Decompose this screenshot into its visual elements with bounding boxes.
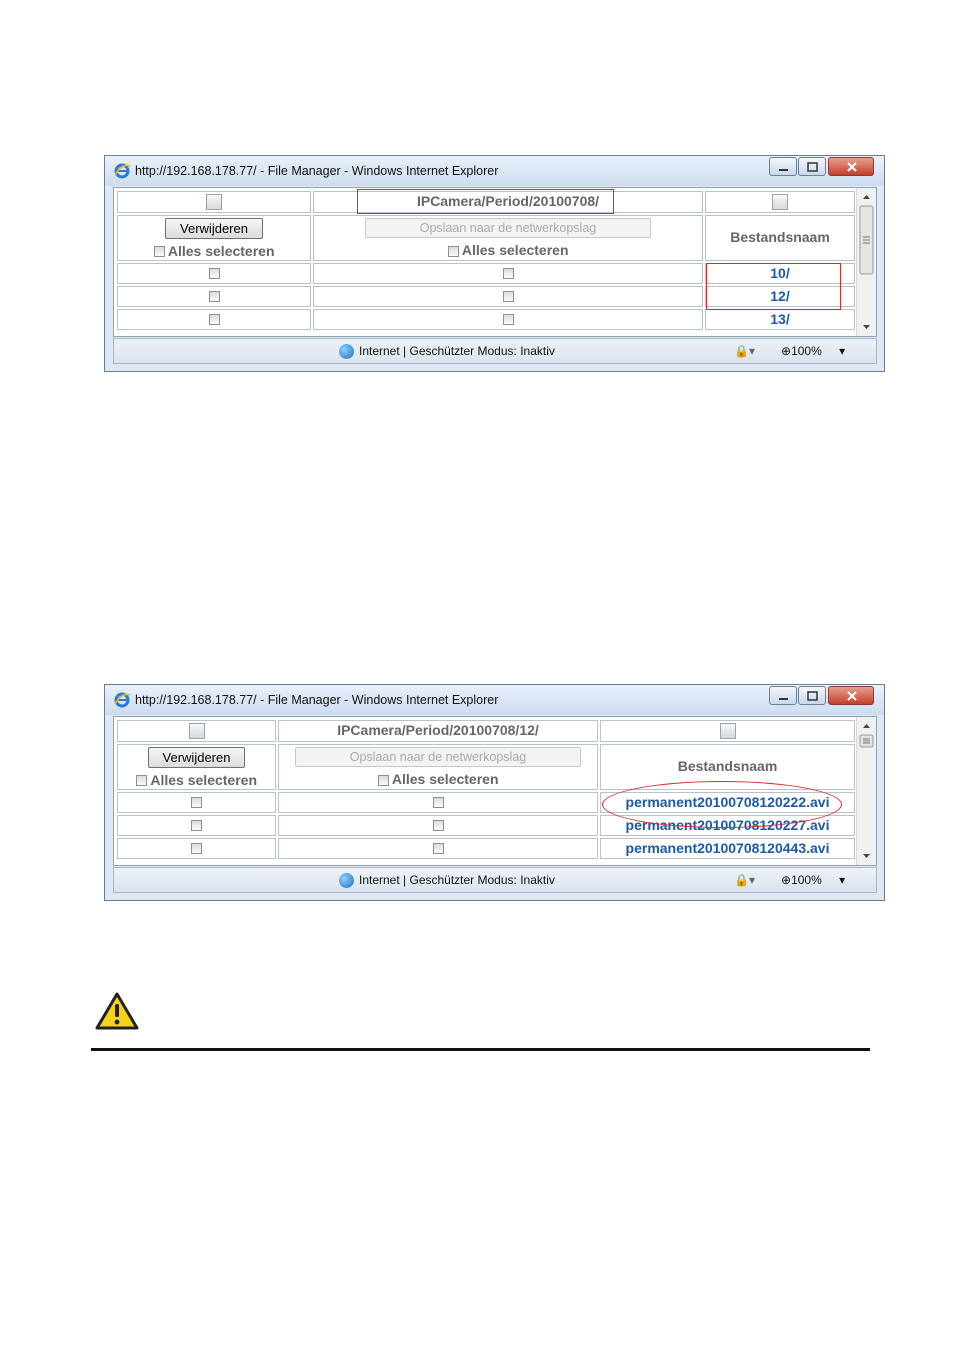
minimize-icon	[770, 687, 798, 706]
save-to-network-button[interactable]: Opslaan naar de netwerkopslag	[295, 747, 581, 767]
select-all-label: Alles selecteren	[461, 242, 569, 258]
status-bar	[113, 338, 877, 364]
select-all-label: Alles selecteren	[167, 242, 275, 259]
filename-header: Bestandsnaam	[730, 229, 830, 245]
folders-highlight	[706, 263, 841, 310]
delete-checkbox[interactable]	[191, 843, 202, 854]
filename-header: Bestandsnaam	[677, 758, 778, 774]
delete-checkbox[interactable]	[209, 314, 220, 325]
protected-mode-icon[interactable]: 🔒▾	[734, 873, 755, 887]
security-zone	[339, 873, 555, 888]
refresh-icon[interactable]	[189, 723, 205, 739]
title-bar[interactable]	[105, 156, 884, 186]
window-title: http://192.168.178.77/ - File Manager - Windows Internet Explorer	[135, 164, 499, 178]
status-text: Internet | Geschützter Modus: Inaktiv	[359, 344, 555, 358]
window-title: http://192.168.178.77/ - File Manager - Windows Internet Explorer	[135, 693, 499, 707]
current-path: IPCamera/Period/20100708/12/	[337, 722, 539, 738]
zoom-control[interactable]	[781, 344, 845, 358]
maximize-button[interactable]	[798, 686, 826, 705]
chevron-down-icon: ▾	[839, 344, 846, 358]
delete-checkbox[interactable]	[191, 820, 202, 831]
minimize-icon	[770, 158, 798, 177]
close-icon	[829, 687, 875, 706]
save-checkbox[interactable]	[503, 291, 514, 302]
save-checkbox[interactable]	[433, 797, 444, 808]
internet-zone-icon	[339, 344, 354, 359]
path-highlight	[357, 189, 614, 214]
select-all-delete-checkbox[interactable]	[154, 246, 165, 257]
select-all-delete-checkbox[interactable]	[136, 775, 147, 786]
section-divider	[91, 1048, 870, 1051]
minimize-button[interactable]	[769, 157, 797, 176]
folder-up-icon[interactable]	[720, 723, 736, 739]
save-to-network-button[interactable]: Opslaan naar de netwerkopslag	[365, 218, 651, 238]
table-header-row	[117, 720, 855, 742]
zoom-icon: ⊕	[781, 344, 792, 358]
maximize-button[interactable]	[798, 157, 826, 176]
current-path: IPCamera/Period/20100708/	[416, 193, 600, 209]
delete-checkbox[interactable]	[209, 291, 220, 302]
select-all-save-checkbox[interactable]	[448, 246, 459, 257]
status-bar	[113, 867, 877, 893]
vertical-scrollbar[interactable]	[856, 188, 876, 336]
delete-checkbox[interactable]	[191, 797, 202, 808]
close-button[interactable]	[828, 157, 874, 176]
close-icon	[829, 158, 875, 177]
select-all-delete	[118, 243, 310, 259]
table-controls-row	[117, 215, 855, 261]
file-highlight	[602, 781, 842, 828]
zoom-level: 100%	[791, 873, 822, 887]
chevron-down-icon: ▾	[839, 873, 846, 887]
select-all-save	[279, 771, 597, 787]
file-link[interactable]: permanent20100708120443.avi	[625, 839, 830, 856]
delete-button[interactable]: Verwijderen	[148, 747, 246, 768]
zoom-control[interactable]	[781, 873, 845, 887]
zoom-level: 100%	[791, 344, 822, 358]
zoom-icon: ⊕	[781, 873, 792, 887]
scrollbar-arrows-icon	[857, 188, 876, 336]
status-text: Internet | Geschützter Modus: Inaktiv	[359, 873, 555, 887]
select-all-label: Alles selecteren	[150, 771, 257, 788]
table-row	[117, 838, 855, 859]
save-checkbox[interactable]	[503, 268, 514, 279]
refresh-icon[interactable]	[206, 194, 222, 210]
table-row	[117, 309, 855, 330]
close-button[interactable]	[828, 686, 874, 705]
save-checkbox[interactable]	[503, 314, 514, 325]
warning-icon	[94, 991, 140, 1031]
select-all-save-checkbox[interactable]	[378, 775, 389, 786]
vertical-scrollbar[interactable]	[856, 717, 876, 865]
minimize-button[interactable]	[769, 686, 797, 705]
internet-zone-icon	[339, 873, 354, 888]
file-link[interactable]: 12/	[770, 287, 790, 304]
title-bar[interactable]	[105, 685, 884, 715]
file-link[interactable]: permanent20100708120227.avi	[625, 816, 830, 833]
delete-button[interactable]: Verwijderen	[165, 218, 263, 239]
folder-up-icon[interactable]	[772, 194, 788, 210]
scrollbar-arrows-icon	[857, 717, 876, 865]
file-link[interactable]: permanent20100708120222.avi	[625, 793, 830, 810]
delete-checkbox[interactable]	[209, 268, 220, 279]
ie-logo-icon	[113, 162, 131, 180]
security-zone	[339, 344, 555, 359]
ie-logo-icon	[113, 691, 131, 709]
select-all-save	[314, 242, 702, 258]
save-checkbox[interactable]	[433, 843, 444, 854]
maximize-icon	[799, 158, 827, 177]
protected-mode-icon[interactable]: 🔒▾	[734, 344, 755, 358]
file-link[interactable]: 13/	[770, 310, 790, 327]
select-all-label: Alles selecteren	[391, 771, 499, 787]
maximize-icon	[799, 687, 827, 706]
select-all-delete	[118, 772, 275, 788]
file-link[interactable]: 10/	[770, 264, 790, 281]
save-checkbox[interactable]	[433, 820, 444, 831]
